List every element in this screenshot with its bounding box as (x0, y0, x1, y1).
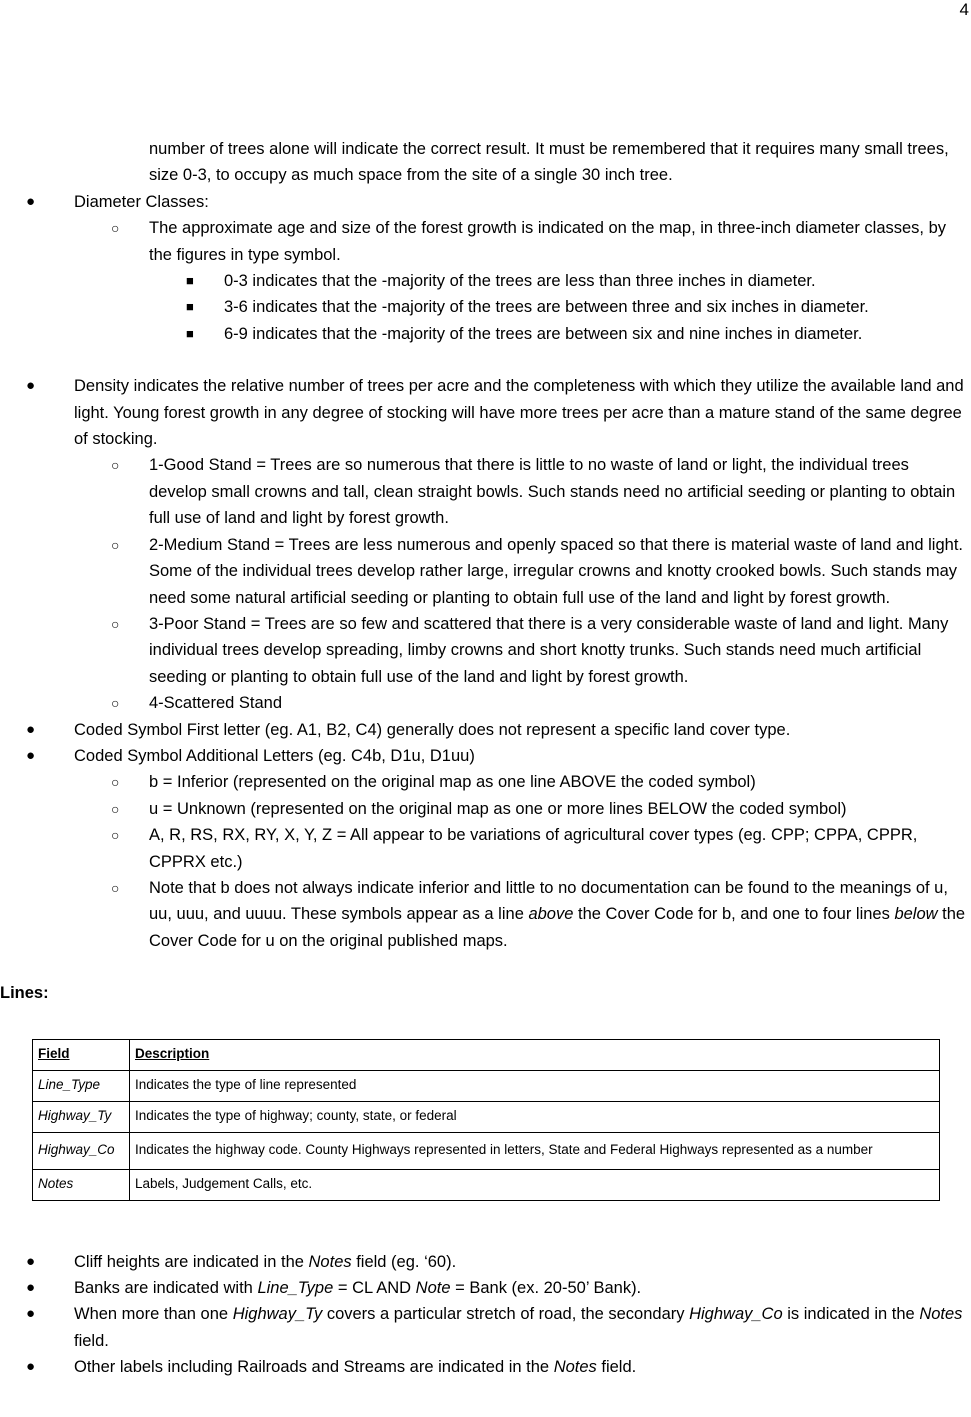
diameter-item-text: 0-3 indicates that the -majority of the trees are less than three inches in diameter. (224, 272, 816, 291)
density-sub (0, 532, 971, 611)
line-note-text: When more than one Highway_Ty covers a particular stretch of road, the secondary Highway_Co is indicated in the Notes field. (74, 1305, 963, 1350)
coded-sub (0, 822, 971, 875)
bullet-icon: ● (26, 1358, 36, 1376)
density-sub (0, 611, 971, 690)
circle-bullet-icon: ○ (111, 457, 120, 474)
bullet-icon: ● (26, 377, 36, 395)
square-bullet-icon: ■ (186, 273, 194, 289)
coded-sub-text: b = Inferior (represented on the original map as one line ABOVE the coded symbol) (149, 773, 756, 792)
density-item (0, 373, 971, 452)
diameter-item-text: 6-9 indicates that the -majority of the trees are between six and nine inches in diameter. (224, 324, 863, 343)
bullet-icon: ● (26, 1252, 36, 1270)
coded-first-text: Coded Symbol First letter (eg. A1, B2, C4) generally does not represent a specific land cover type. (74, 720, 791, 739)
intro-continuation: number of trees alone will indicate the correct result. It must be remembered that it requires many small trees, size 0-3, to occupy as much space from the site of a single 30 inch tree. (149, 140, 949, 185)
coded-additional-title: Coded Symbol Additional Letters (eg. C4b, D1u, D1uu) (74, 746, 475, 765)
density-text: Density indicates the relative number of trees per acre and the completeness with which they utilize the available land and light. Young forest growth in any degree of stocking will have more trees per acre than a mature stand of the same degree of stocking. (74, 377, 964, 449)
coded-note-text: Note that b does not always indicate inferior and little to no documentation can be found to the meanings of u, uu, uuu, and uuuu. These symbols appear as a line above the Cover Code for b, and one to four lines below the Cover Code for u on the original published maps. (149, 878, 966, 950)
field-description: Labels, Judgement Calls, etc. (130, 1169, 940, 1200)
field-name: Line_Type (33, 1070, 130, 1101)
density-sub-text: 1-Good Stand = Trees are so numerous that there is little to no waste of land or light, the individual trees develop small crowns and tall, clean straight bowls. Such stands need no artificial seeding or planting to obtain full use of land and light by forest growth. (149, 456, 956, 528)
circle-bullet-icon: ○ (111, 695, 120, 712)
diameter-item (0, 321, 971, 347)
square-bullet-icon: ■ (186, 299, 194, 315)
circle-bullet-icon: ○ (111, 879, 120, 896)
field-name: Highway_Co (33, 1132, 130, 1169)
density-sub (0, 690, 971, 716)
circle-bullet-icon: ○ (111, 774, 120, 791)
circle-bullet-icon: ○ (111, 827, 120, 844)
bullet-icon: ● (26, 1279, 36, 1296)
density-sub-text: 2-Medium Stand = Trees are less numerous and openly spaced so that there is material waste of land and light. Some of the individual trees develop rather large, irregular crowns and knotty crooked bowls. Such stands may need some natural artificial seeding or planting to obtain full use of the land and light by forest growth. (149, 535, 963, 607)
diameter-classes-item (0, 189, 971, 215)
field-description: Indicates the highway code. County Highways represented in letters, State and Federal Highways represented as a number (130, 1132, 940, 1169)
table-row (33, 1070, 940, 1101)
emphasis-below: below (894, 905, 938, 924)
line-notes-list (0, 1249, 971, 1381)
circle-bullet-icon: ○ (111, 615, 120, 632)
bullet-icon: ● (26, 192, 36, 210)
coded-note (0, 875, 971, 954)
lines-field-table (32, 1039, 940, 1201)
diameter-classes-title: Diameter Classes: (74, 192, 209, 211)
table-header-row (33, 1039, 940, 1070)
circle-bullet-icon: ○ (111, 536, 120, 553)
coded-additional-item (0, 743, 971, 769)
diameter-sub-text: The approximate age and size of the forest growth is indicated on the map, in three-inch diameter classes, by the figures in type symbol. (149, 219, 947, 264)
line-note-text: Cliff heights are indicated in the Notes field (eg. ‘60). (74, 1252, 457, 1271)
circle-bullet-icon: ○ (111, 220, 120, 237)
line-note-item (0, 1354, 971, 1380)
coded-sub (0, 796, 971, 822)
lines-heading: Lines: (0, 984, 49, 1003)
document-body (0, 136, 971, 1381)
line-note-item (0, 1275, 971, 1301)
circle-bullet-icon: ○ (111, 800, 120, 817)
bullet-icon: ● (26, 1305, 36, 1323)
emphasis-above: above (528, 905, 574, 924)
header-field: Field (33, 1039, 130, 1070)
diameter-item-text: 3-6 indicates that the -majority of the trees are between three and six inches in diameter. (224, 298, 869, 317)
square-bullet-icon: ■ (186, 325, 194, 341)
bullet-icon: ● (26, 746, 36, 764)
table-row (33, 1169, 940, 1200)
density-sub-text: 3-Poor Stand = Trees are so few and scattered that there is a very considerable waste of land and light. Many individual trees develop spreading, limby crowns and short knotty trunks. Such stands need much artificial seeding or planting to obtain full use of the land and light by forest growth. (149, 614, 949, 686)
coded-first-item (0, 717, 971, 743)
diameter-item (0, 294, 971, 320)
coded-sub-text: A, R, RS, RX, RY, X, Y, Z = All appear to be variations of agricultural cover types (eg. CPP; CPPA, CPPR, CPPRX etc.) (149, 826, 918, 871)
field-name: Highway_Ty (33, 1101, 130, 1132)
coded-sub (0, 769, 971, 795)
table-row (33, 1101, 940, 1132)
field-description: Indicates the type of highway; county, state, or federal (130, 1101, 940, 1132)
line-note-text: Other labels including Railroads and Streams are indicated in the Notes field. (74, 1358, 637, 1377)
density-sub-text: 4-Scattered Stand (149, 694, 282, 713)
field-description: Indicates the type of line represented (130, 1070, 940, 1101)
diameter-item (0, 268, 971, 294)
table-row (33, 1132, 940, 1169)
header-description: Description (130, 1039, 940, 1070)
line-note-text: Banks are indicated with Line_Type = CL AND Note = Bank (ex. 20-50’ Bank). (74, 1279, 642, 1297)
page-number: 4 (959, 0, 969, 19)
coded-sub-text: u = Unknown (represented on the original map as one or more lines BELOW the coded symbol) (149, 799, 847, 818)
line-note-item (0, 1301, 971, 1354)
line-note-item (0, 1249, 971, 1275)
density-sub (0, 452, 971, 531)
diameter-classes-sub (0, 215, 971, 268)
bullet-icon: ● (26, 720, 36, 738)
field-name: Notes (33, 1169, 130, 1200)
